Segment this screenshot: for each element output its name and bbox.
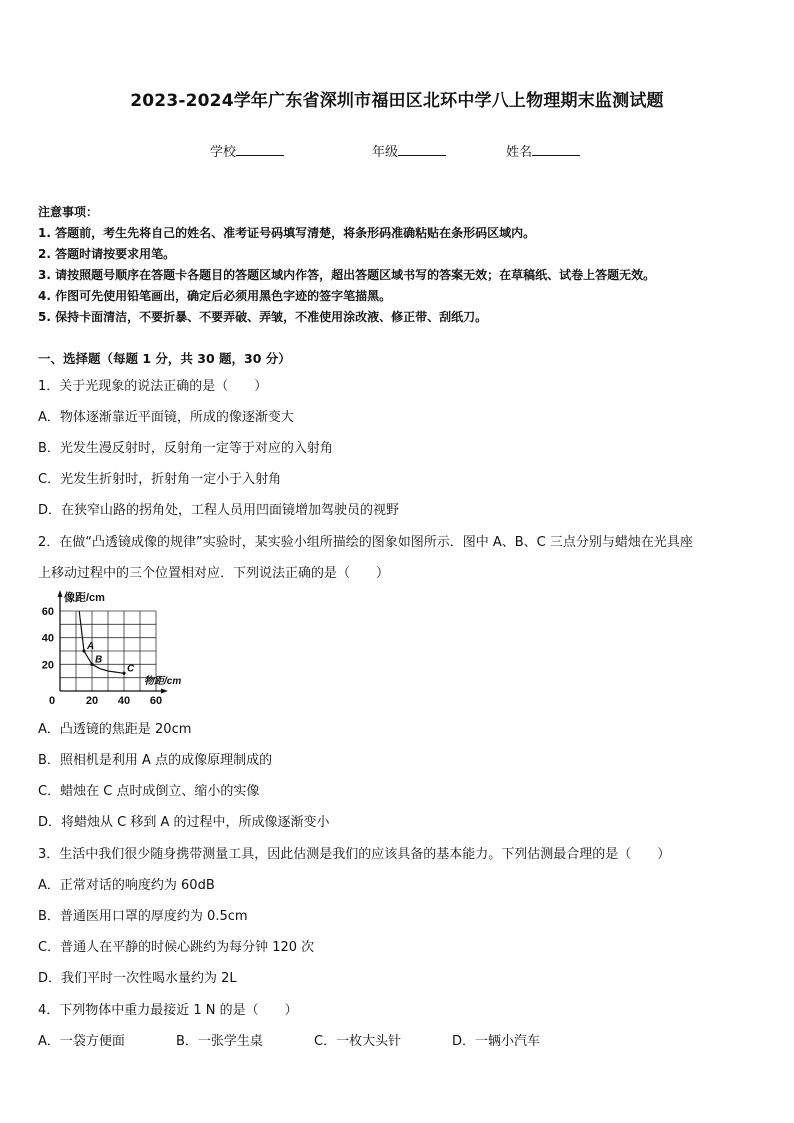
y-tick-label: 60 bbox=[41, 606, 54, 618]
chart-grid bbox=[60, 611, 156, 691]
q2-option-a: A．凸透镜的焦距是 20cm bbox=[38, 722, 192, 737]
y-tick-labels bbox=[42, 606, 54, 671]
data-point bbox=[82, 649, 85, 652]
school-blank[interactable] bbox=[236, 143, 284, 156]
q2-option-c: C．蜡烛在 C 点时成倒立、缩小的实像 bbox=[38, 784, 260, 799]
name-blank[interactable] bbox=[532, 143, 580, 156]
q3-option-b: B．普通医用口罩的厚度约为 0.5cm bbox=[38, 909, 248, 924]
name-label: 姓名 bbox=[506, 145, 533, 160]
school-label: 学校 bbox=[210, 145, 237, 160]
q2-option-b: B．照相机是利用 A 点的成像原理制成的 bbox=[38, 753, 273, 768]
x-tick-label: 0 bbox=[48, 695, 56, 707]
y-tick-label: 20 bbox=[41, 659, 54, 672]
grade-label: 年级 bbox=[372, 145, 399, 160]
name-field bbox=[506, 141, 580, 160]
y-axis-label: 像距/cm bbox=[64, 592, 105, 604]
image-distance-chart bbox=[38, 588, 208, 708]
q4-options bbox=[38, 1030, 590, 1049]
grade-field bbox=[372, 141, 446, 160]
question-2-stem-cont: 上移动过程中的三个位置相对应．下列说法正确的是（ ） bbox=[38, 566, 390, 581]
point-label: A bbox=[87, 641, 95, 652]
x-axis-arrow bbox=[161, 689, 168, 694]
q4-option-b: B．一张学生桌 bbox=[176, 1034, 263, 1049]
data-point bbox=[90, 663, 93, 666]
q1-option-b: B．光发生漫反射时，反射角一定等于对应的入射角 bbox=[38, 441, 333, 456]
q3-option-d: D．我们平时一次性喝水量约为 2L bbox=[38, 971, 237, 986]
x-tick-label: 20 bbox=[85, 695, 99, 707]
notice-item: 2. 答题时请按要求用笔。 bbox=[38, 247, 176, 261]
q4-option-d: D．一辆小汽车 bbox=[452, 1034, 541, 1049]
q1-option-c: C．光发生折射时，折射角一定小于入射角 bbox=[38, 472, 282, 487]
q1-option-d: D．在狭窄山路的拐角处，工程人员用凹面镜增加驾驶员的视野 bbox=[38, 503, 400, 518]
q3-option-a: A．正常对话的响度约为 60dB bbox=[38, 878, 215, 893]
y-axis-arrow bbox=[58, 590, 63, 597]
q1-option-a: A．物体逐渐靠近平面镜，所成的像逐渐变大 bbox=[38, 410, 294, 425]
question-4-stem: 4．下列物体中重力最接近 1 N 的是（ ） bbox=[38, 1003, 298, 1018]
chart-points bbox=[82, 641, 135, 675]
school-field bbox=[210, 141, 284, 160]
question-1-stem: 1．关于光现象的说法正确的是（ ） bbox=[38, 379, 268, 394]
question-2-stem: 2．在做“凸透镜成像的规律”实验时，某实验小组所描绘的图象如图所示．图中 A、B、C 三点分别与蜡烛在光具座 bbox=[38, 535, 693, 550]
y-tick-label: 40 bbox=[41, 632, 54, 645]
x-tick-labels bbox=[49, 695, 162, 707]
question-3-stem: 3．生活中我们很少随身携带测量工具，因此估测是我们的应该具备的基本能力。下列估测最合理的是（ ） bbox=[38, 847, 671, 862]
data-point bbox=[122, 672, 125, 675]
q4-option-c: C．一枚大头针 bbox=[314, 1034, 402, 1049]
notice-item: 5. 保持卡面清洁，不要折暴、不要弄破、弄皱，不准使用涂改液、修正带、刮纸刀。 bbox=[38, 310, 488, 324]
point-label: B bbox=[95, 654, 103, 666]
q2-option-d: D．将蜡烛从 C 移到 A 的过程中，所成像逐渐变小 bbox=[38, 815, 330, 830]
x-axis-label: 物距/cm bbox=[144, 676, 182, 687]
grade-blank[interactable] bbox=[398, 143, 446, 156]
point-label: C bbox=[127, 663, 135, 675]
notice-item: 3. 请按照题号顺序在答题卡各题目的答题区域内作答，超出答题区域书写的答案无效；在草稿纸、试卷上答题无效。 bbox=[38, 268, 656, 282]
page-title: 2023-2024学年广东省深圳市福田区北环中学八上物理期末监测试题 bbox=[130, 91, 664, 111]
x-tick-label: 60 bbox=[149, 695, 163, 707]
notice-heading: 注意事项： bbox=[38, 205, 99, 219]
notice-item: 4. 作图可先使用铅笔画出，确定后必须用黑色字迹的签字笔描黑。 bbox=[38, 289, 392, 303]
q4-option-a: A．一袋方便面 bbox=[38, 1034, 125, 1049]
notice-item: 1. 答题前，考生先将自己的姓名、准考证号码填写清楚，将条形码准确粘贴在条形码区域内。 bbox=[38, 226, 536, 240]
x-tick-label: 40 bbox=[117, 695, 131, 707]
section-heading: 一、选择题（每题 1 分，共 30 题，30 分） bbox=[38, 351, 291, 366]
q3-option-c: C．普通人在平静的时候心跳约为每分钟 120 次 bbox=[38, 940, 315, 955]
